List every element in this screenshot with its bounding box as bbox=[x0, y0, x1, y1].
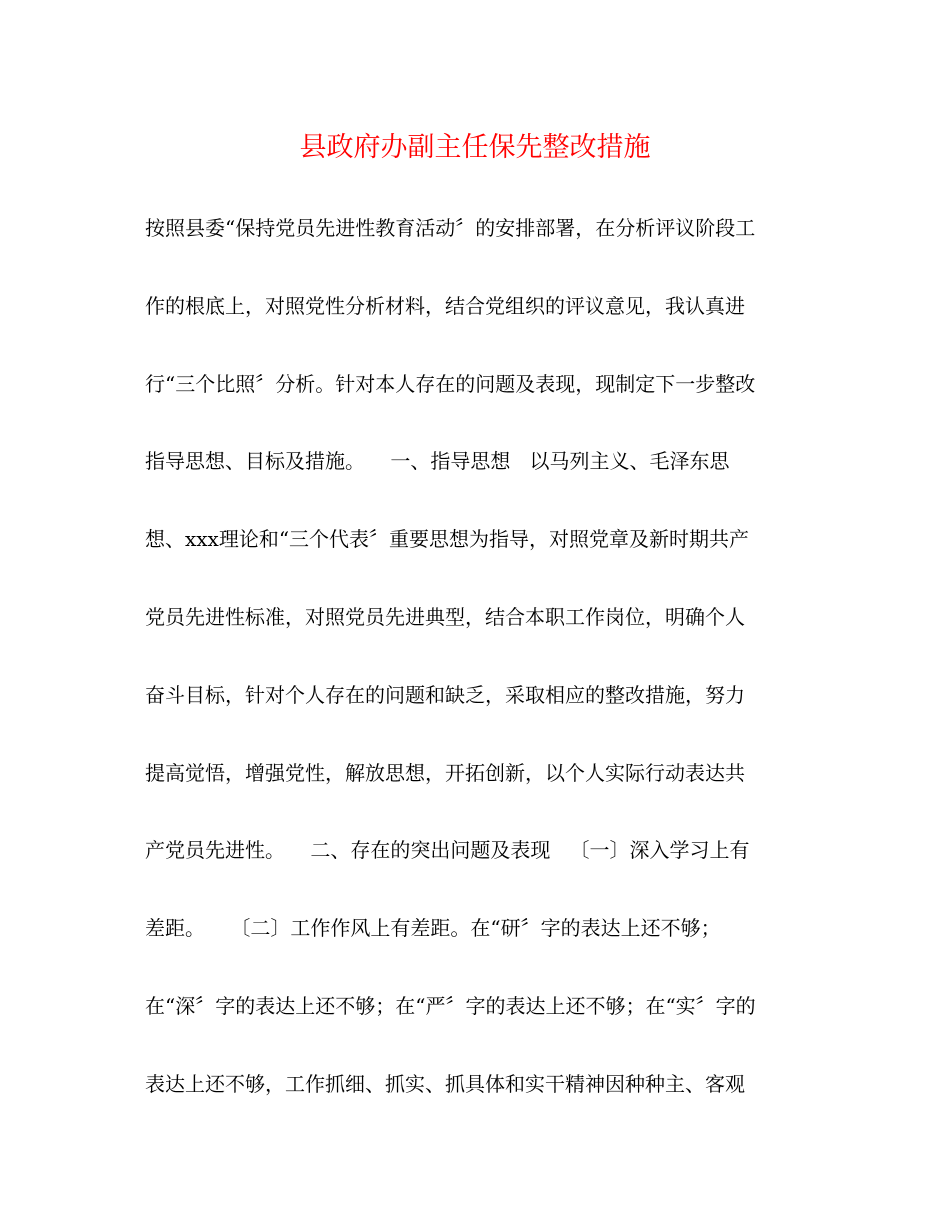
body-line: 党员先进性标准，对照党员先进典型，结合本职工作岗位，明确个人 bbox=[145, 604, 745, 629]
document-body bbox=[145, 214, 825, 1148]
body-line: 差距。 〔二〕工作作风上有差距。在“研〞字的表达上还不够； bbox=[145, 916, 721, 941]
body-line: 表达上还不够，工作抓细、抓实、抓具体和实干精神因种种主、客观 bbox=[145, 1071, 745, 1096]
document-title: 县政府办副主任保先整改措施 bbox=[299, 132, 651, 163]
body-line: 按照县委“保持党员先进性教育活动〞的安排部署，在分析评议阶段工 bbox=[145, 216, 756, 240]
body-line: 指导思想、目标及措施。 一、指导思想 以马列主义、毛泽东思 bbox=[145, 449, 730, 474]
body-line: 提高觉悟，增强党性，解放思想，开拓创新，以个人实际行动表达共 bbox=[145, 760, 745, 785]
body-line: 奋斗目标，针对个人存在的问题和缺乏，采取相应的整改措施，努力 bbox=[145, 682, 745, 707]
body-line: 产党员先进性。 二、存在的突出问题及表现 〔一〕深入学习上有 bbox=[145, 838, 750, 863]
body-line: 行“三个比照〞分析。针对本人存在的问题及表现，现制定下一步整改 bbox=[145, 371, 756, 396]
body-line: 在“深〞字的表达上还不够；在“严〞字的表达上还不够；在“实〞字的 bbox=[145, 993, 756, 1018]
body-line: 作的根底上，对照党性分析材料，结合党组织的评议意见，我认真进 bbox=[145, 293, 745, 318]
body-line: 想、xxx理论和“三个代表〞重要思想为指导，对照党章及新时期共产 bbox=[145, 527, 750, 552]
